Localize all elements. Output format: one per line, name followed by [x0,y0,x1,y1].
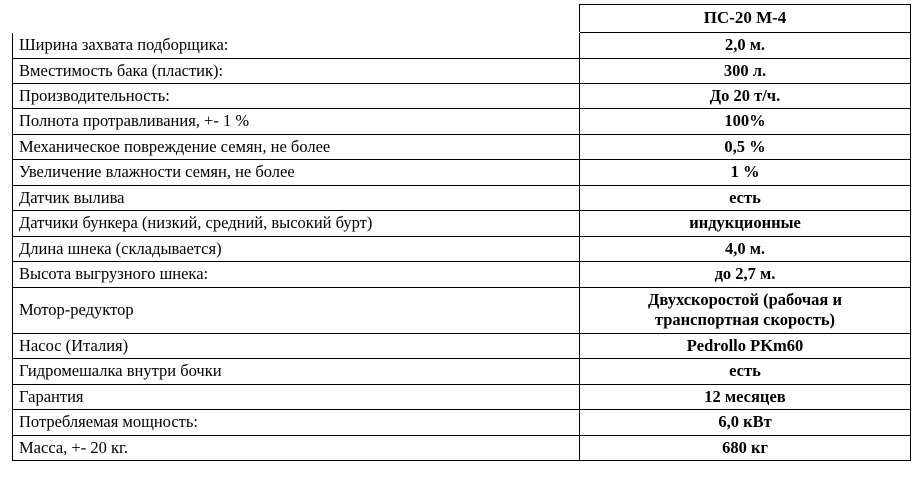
spec-value: 2,0 м. [580,33,911,58]
table-row [13,287,911,333]
table-row [13,160,911,185]
table-row [13,211,911,236]
spec-value: есть [580,359,911,384]
table-row [13,109,911,134]
spec-value: 0,5 % [580,134,911,159]
table-row [13,333,911,358]
spec-value [580,287,911,333]
table-row [13,134,911,159]
spec-value: Pedrollo PKm60 [580,333,911,358]
specifications-table [12,4,911,461]
spec-label: Датчик вылива [13,185,580,210]
document-sheet [0,4,922,478]
table-row [13,435,911,460]
spec-value: 300 л. [580,58,911,83]
spec-value: индукционные [580,211,911,236]
table-row [13,384,911,409]
spec-label: Увеличение влажности семян, не более [13,160,580,185]
spec-value: 100% [580,109,911,134]
table-row [13,236,911,261]
spec-value: 4,0 м. [580,236,911,261]
spec-value: До 20 т/ч. [580,83,911,108]
table-row [13,33,911,58]
spec-value: есть [580,185,911,210]
spec-label: Мотор-редуктор [13,287,580,333]
spec-label: Полнота протравливания, +- 1 % [13,109,580,134]
spec-value-line-2: транспортная скорость) [654,309,836,329]
spec-value: 12 месяцев [580,384,911,409]
spec-value: 1 % [580,160,911,185]
spec-label: Гарантия [13,384,580,409]
spec-label: Высота выгрузного шнека: [13,262,580,287]
table-row [13,359,911,384]
table-row [13,262,911,287]
spec-label: Масса, +- 20 кг. [13,435,580,460]
spec-label: Вместимость бака (пластик): [13,58,580,83]
spec-label: Гидромешалка внутри бочки [13,359,580,384]
spec-label: Насос (Италия) [13,333,580,358]
table-row [13,410,911,435]
table-header-row [13,5,911,33]
spec-label: Датчики бункера (низкий, средний, высокий бурт) [13,211,580,236]
table-row [13,185,911,210]
spec-label: Производительность: [13,83,580,108]
spec-label: Механическое повреждение семян, не более [13,134,580,159]
header-model-cell: ПС-20 М-4 [580,5,911,33]
spec-label: Ширина захвата подборщика: [13,33,580,58]
spec-label: Потребляемая мощность: [13,410,580,435]
table-row [13,83,911,108]
spec-value: до 2,7 м. [580,262,911,287]
spec-value: 6,0 кВт [580,410,911,435]
table-row [13,58,911,83]
spec-label: Длина шнека (складывается) [13,236,580,261]
spec-value: 680 кг [580,435,911,460]
spec-value-line-1: Двухскоростой (рабочая и [648,289,842,309]
header-empty-cell [13,5,580,33]
